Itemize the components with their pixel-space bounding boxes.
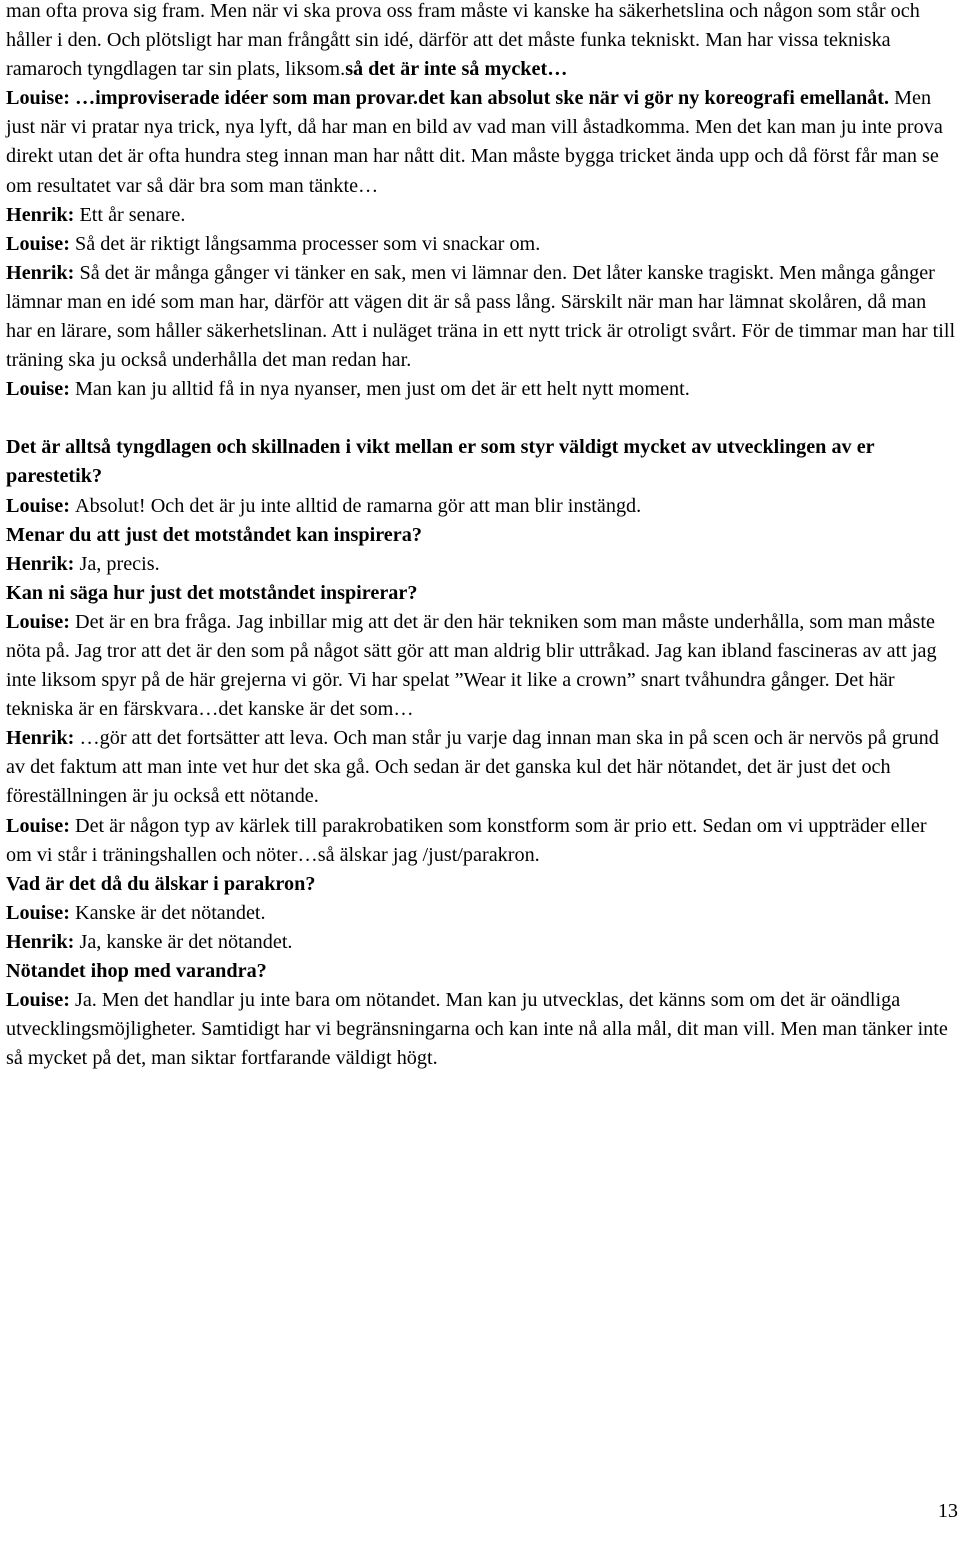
- body-text: Så det är riktigt långsamma processer som vi snackar om.: [74, 232, 541, 255]
- bold-text: så det är inte så mycket…: [345, 58, 568, 81]
- interview-answer: [6, 375, 956, 404]
- body-text: Absolut! Och det är ju inte alltid de ramarna gör att man blir instängd.: [74, 494, 642, 517]
- text-paragraph: [6, 0, 956, 84]
- speaker-label: Henrik:: [6, 930, 80, 953]
- bold-text: Det är alltså tyngdlagen och skillnaden i vikt mellan er som styr väldigt mycket av utvecklingen av er parestetik?: [6, 436, 875, 488]
- interview-text: [6, 0, 956, 1073]
- interview-answer: [6, 899, 956, 928]
- speaker-label: Louise:: [6, 378, 75, 401]
- body-text: Men just när vi pratar nya trick, nya lyft, då har man en bild av vad man vill åstadkomma.: [6, 87, 932, 139]
- body-text: Så det är många gånger vi tänker en sak, men vi lämnar den. Det låter kanske tragiskt. Men många gånger lämnar man en idé som man har, därför att vägen dit är så pass lång. Särskilt när man har lämnat skolåren, då man har en lärare, som håller säkerhetslinan. Att i nuläget träna in ett nytt trick är otroligt svårt. För de timmar man har till träning ska ju också underhålla det man redan har.: [6, 261, 956, 372]
- body-text: Det är en bra fråga. Jag inbillar mig att det är den här tekniken som man måste underhålla, som man måste nöta på. Jag tror att det är den som på något sätt gör att man aldrig blir uttråkad. Jag kan ibland fascineras av att jag inte liksom spyr på de här grejerna vi gör. Vi har spelat ”Wear it like a crown” snart tvåhundra gånger. Det här tekniska är en färskvara…det kanske är det som…: [6, 610, 937, 721]
- speaker-label: Louise:: [6, 901, 75, 924]
- body-text: man ofta prova sig fram. Men när vi ska prova oss fram måste vi kanske ha säkerhetslina och någon som står och håller i den. Och plötsligt har man frångått sin idé, därför att det måste funka tekniskt. Man har vissa tekniska ramaroch tyngdlagen tar sin plats, liksom.: [6, 0, 920, 81]
- interview-answer: [6, 812, 956, 870]
- bold-text: Vad är det då du älskar i parakron?: [6, 872, 316, 895]
- interview-answer: [6, 230, 956, 259]
- body-text: Ja, kanske är det nötandet.: [79, 930, 293, 953]
- paragraph-spacer: [6, 404, 956, 433]
- speaker-label: Louise:: [6, 494, 75, 517]
- body-text: Kanske är det nötandet.: [74, 901, 266, 924]
- interview-answer: [6, 84, 956, 200]
- interview-answer: [6, 492, 956, 521]
- interview-answer: [6, 608, 956, 724]
- speaker-label: Louise:: [6, 989, 75, 1012]
- interview-question: [6, 957, 956, 986]
- body-text: Det är någon typ av kärlek till parakrobatiken som konstform som är prio ett. Sedan om vi uppträder eller om vi står i träningshallen och nöter…så älskar jag /just/parakron.: [6, 814, 927, 866]
- interview-question: [6, 579, 956, 608]
- interview-question: [6, 433, 956, 491]
- interview-question: [6, 521, 956, 550]
- page-number: 13: [937, 1500, 958, 1522]
- speaker-label: Louise:: [6, 814, 75, 837]
- body-text: …gör att det fortsätter att leva. Och man står ju varje dag innan man ska in på scen och är nervös på grund av det faktum att man inte vet hur det ska gå. Och sedan är det ganska kul det här nötandet, det är just det och föreställningen är ju också ett nötande.: [6, 727, 939, 808]
- speaker-label: Henrik:: [6, 727, 80, 750]
- body-text: Man kan ju alltid få in nya nyanser, men just om det är ett helt nytt moment.: [74, 378, 690, 401]
- bold-text: Menar du att just det motståndet kan inspirera?: [6, 523, 422, 546]
- bold-text: Nötandet ihop med varandra?: [6, 960, 267, 982]
- body-text: Ja. Men det handlar ju inte bara om nötandet. Man kan ju utvecklas, det känns som om det är oändliga utvecklingsmöjligheter. Samtidigt har vi begränsningarna och kan inte nå alla mål, dit man vill. Men man tänker inte så mycket på det, man siktar fortfarande väldigt högt.: [6, 989, 948, 1070]
- speaker-label: Henrik:: [6, 552, 80, 575]
- interview-answer: [6, 928, 956, 957]
- bold-text: …improviserade idéer som man provar.det kan absolut ske när vi gör ny koreografi emellanåt.: [74, 87, 890, 110]
- interview-answer: [6, 724, 956, 811]
- body-text: Men det kan man ju inte prova direkt utan det är ofta hundra steg innan man har nått dit.: [6, 116, 943, 168]
- interview-answer: [6, 986, 956, 1073]
- speaker-label: Louise:: [6, 232, 75, 255]
- speaker-label: Louise:: [6, 87, 75, 110]
- speaker-label: Henrik:: [6, 203, 80, 226]
- interview-answer: [6, 201, 956, 230]
- interview-answer: [6, 259, 956, 375]
- interview-answer: [6, 550, 956, 579]
- body-text: Ja, precis.: [79, 552, 160, 575]
- interview-question: [6, 870, 956, 899]
- speaker-label: Henrik:: [6, 261, 80, 284]
- body-text: Ett år senare.: [79, 203, 186, 226]
- body-text: Man måste bygga tricket ända upp och då först får man se om resultatet var så där bra som man tänkte…: [6, 145, 939, 197]
- speaker-label: Louise:: [6, 610, 75, 633]
- bold-text: Kan ni säga hur just det motståndet inspirerar?: [6, 581, 418, 604]
